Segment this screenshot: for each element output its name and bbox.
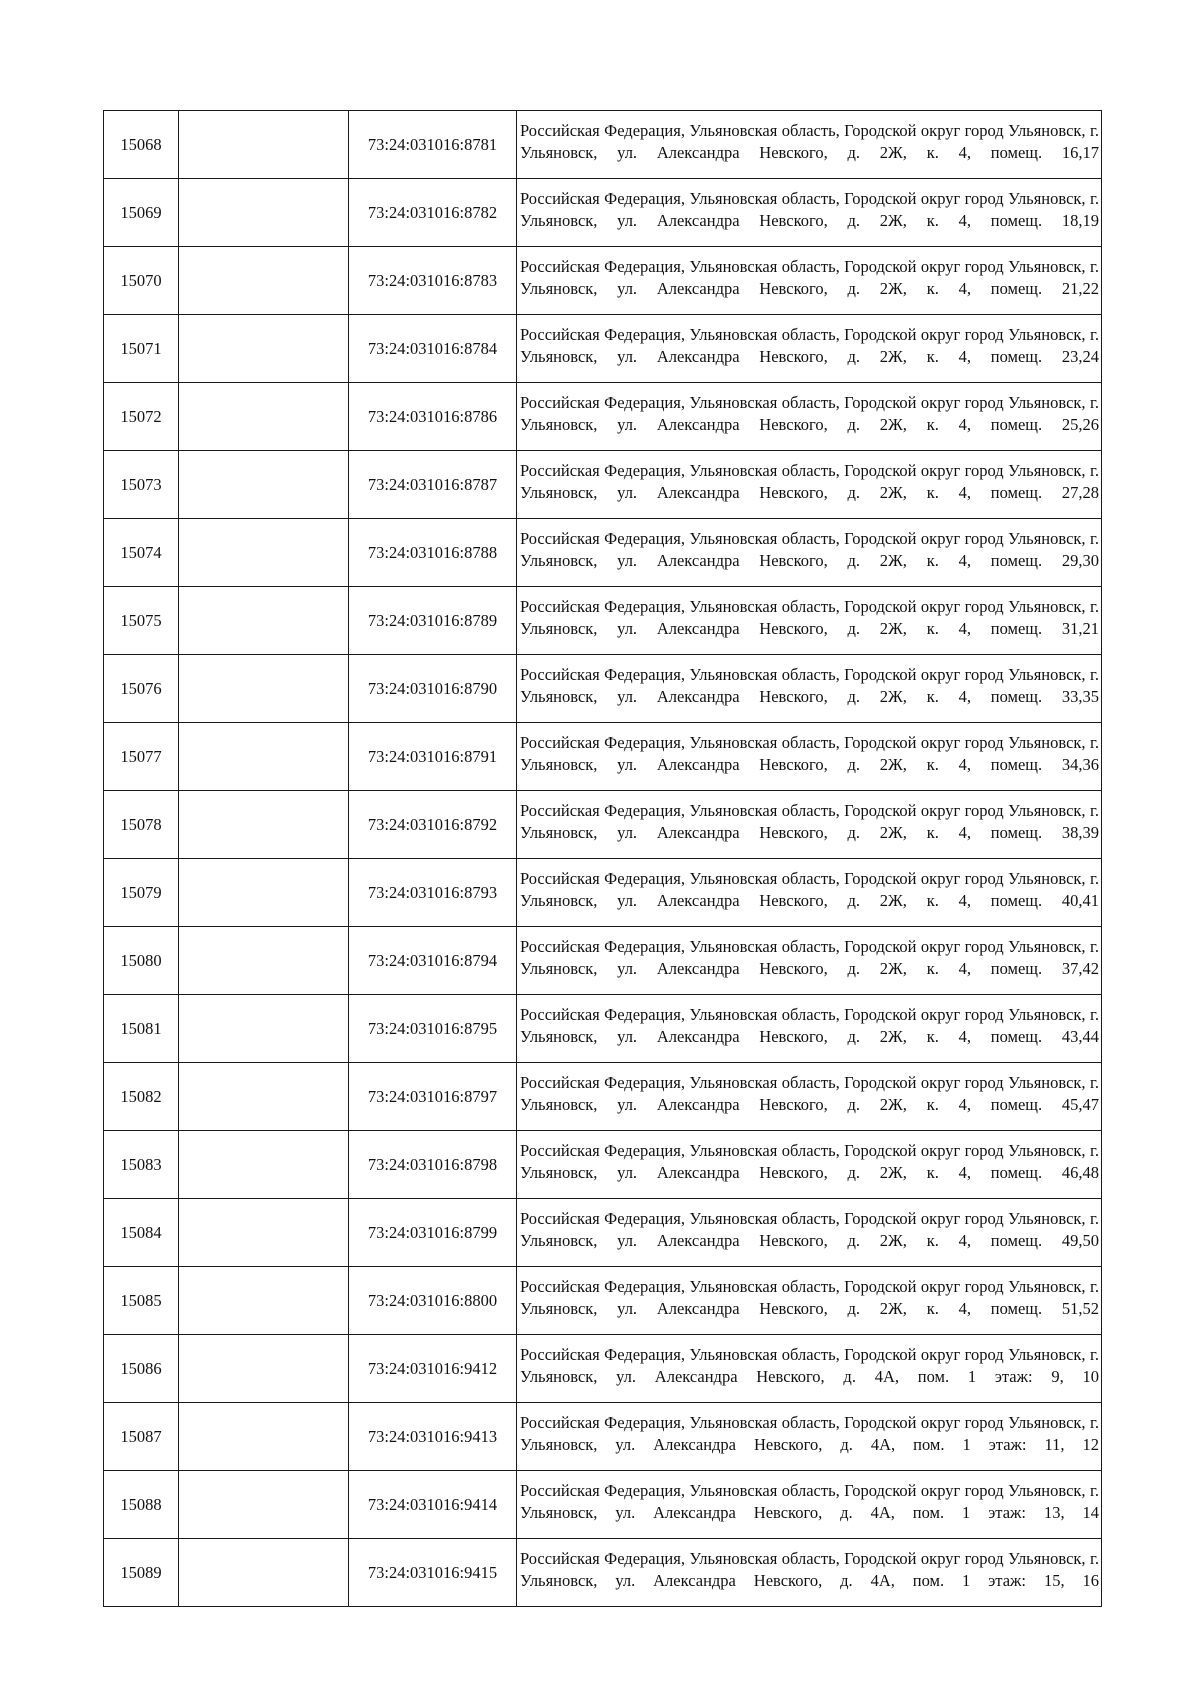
row-owner-cell <box>179 1539 349 1607</box>
row-number-cell: 15069 <box>104 179 179 247</box>
address-cell <box>517 1199 1102 1267</box>
row-number-cell: 15079 <box>104 859 179 927</box>
table-row <box>104 1063 1102 1131</box>
row-number-cell: 15088 <box>104 1471 179 1539</box>
address-cell <box>517 1335 1102 1403</box>
row-number-cell: 15078 <box>104 791 179 859</box>
address-text: Российская Федерация, Ульяновская область, Городской округ город Ульяновск, г. Ульяновск, ул. Александра Невского, д. 4А, пом. 1 этаж: 15, 16 <box>520 1549 1099 1590</box>
cadastral-number-cell: 73:24:031016:8794 <box>349 927 517 995</box>
address-cell <box>517 519 1102 587</box>
row-number-cell: 15087 <box>104 1403 179 1471</box>
row-number-cell: 15089 <box>104 1539 179 1607</box>
cadastral-number-cell: 73:24:031016:8797 <box>349 1063 517 1131</box>
address-text: Российская Федерация, Ульяновская область, Городской округ город Ульяновск, г. Ульяновск, ул. Александра Невского, д. 2Ж, к. 4, помещ. 46,48 <box>520 1141 1099 1182</box>
address-text: Российская Федерация, Ульяновская область, Городской округ город Ульяновск, г. Ульяновск, ул. Александра Невского, д. 4А, пом. 1 этаж: 9, 10 <box>520 1345 1099 1386</box>
row-owner-cell <box>179 111 349 179</box>
row-owner-cell <box>179 315 349 383</box>
address-cell <box>517 247 1102 315</box>
cadastral-number-cell: 73:24:031016:8783 <box>349 247 517 315</box>
table-row <box>104 927 1102 995</box>
address-text: Российская Федерация, Ульяновская область, Городской округ город Ульяновск, г. Ульяновск, ул. Александра Невского, д. 2Ж, к. 4, помещ. 40,41 <box>520 869 1099 910</box>
table-row <box>104 247 1102 315</box>
row-number-cell: 15072 <box>104 383 179 451</box>
address-cell <box>517 927 1102 995</box>
cadastral-number-cell: 73:24:031016:8787 <box>349 451 517 519</box>
row-owner-cell <box>179 995 349 1063</box>
table-row <box>104 1471 1102 1539</box>
row-number-cell: 15083 <box>104 1131 179 1199</box>
row-number-cell: 15080 <box>104 927 179 995</box>
row-owner-cell <box>179 587 349 655</box>
table-row <box>104 1335 1102 1403</box>
row-number-cell: 15076 <box>104 655 179 723</box>
row-owner-cell <box>179 1199 349 1267</box>
address-cell <box>517 383 1102 451</box>
row-number-cell: 15077 <box>104 723 179 791</box>
address-text: Российская Федерация, Ульяновская область, Городской округ город Ульяновск, г. Ульяновск, ул. Александра Невского, д. 2Ж, к. 4, помещ. 16,17 <box>520 121 1099 162</box>
table-row <box>104 315 1102 383</box>
cadastral-number-cell: 73:24:031016:9413 <box>349 1403 517 1471</box>
address-text: Российская Федерация, Ульяновская область, Городской округ город Ульяновск, г. Ульяновск, ул. Александра Невского, д. 2Ж, к. 4, помещ. 45,47 <box>520 1073 1099 1114</box>
cadastral-number-cell: 73:24:031016:8790 <box>349 655 517 723</box>
address-cell <box>517 111 1102 179</box>
table-row <box>104 383 1102 451</box>
address-text: Российская Федерация, Ульяновская область, Городской округ город Ульяновск, г. Ульяновск, ул. Александра Невского, д. 2Ж, к. 4, помещ. 37,42 <box>520 937 1099 978</box>
row-owner-cell <box>179 1063 349 1131</box>
cadastral-number-cell: 73:24:031016:9414 <box>349 1471 517 1539</box>
cadastral-number-cell: 73:24:031016:8792 <box>349 791 517 859</box>
address-text: Российская Федерация, Ульяновская область, Городской округ город Ульяновск, г. Ульяновск, ул. Александра Невского, д. 2Ж, к. 4, помещ. 29,30 <box>520 529 1099 570</box>
address-cell <box>517 1063 1102 1131</box>
cadastral-number-cell: 73:24:031016:8793 <box>349 859 517 927</box>
row-owner-cell <box>179 1267 349 1335</box>
row-owner-cell <box>179 791 349 859</box>
cadastral-number-cell: 73:24:031016:8791 <box>349 723 517 791</box>
cadastral-number-cell: 73:24:031016:9412 <box>349 1335 517 1403</box>
address-text: Российская Федерация, Ульяновская область, Городской округ город Ульяновск, г. Ульяновск, ул. Александра Невского, д. 2Ж, к. 4, помещ. 27,28 <box>520 461 1099 502</box>
address-text: Российская Федерация, Ульяновская область, Городской округ город Ульяновск, г. Ульяновск, ул. Александра Невского, д. 4А, пом. 1 этаж: 11, 12 <box>520 1413 1099 1454</box>
address-cell <box>517 1403 1102 1471</box>
address-text: Российская Федерация, Ульяновская область, Городской округ город Ульяновск, г. Ульяновск, ул. Александра Невского, д. 2Ж, к. 4, помещ. 21,22 <box>520 257 1099 298</box>
row-number-cell: 15081 <box>104 995 179 1063</box>
table-row <box>104 995 1102 1063</box>
address-cell <box>517 723 1102 791</box>
row-number-cell: 15074 <box>104 519 179 587</box>
table-row <box>104 587 1102 655</box>
cadastral-number-cell: 73:24:031016:8784 <box>349 315 517 383</box>
cadastral-number-cell: 73:24:031016:8788 <box>349 519 517 587</box>
table-row <box>104 655 1102 723</box>
address-cell <box>517 315 1102 383</box>
address-cell <box>517 1471 1102 1539</box>
address-cell <box>517 1131 1102 1199</box>
property-registry-table <box>103 110 1102 1607</box>
address-cell <box>517 587 1102 655</box>
address-text: Российская Федерация, Ульяновская область, Городской округ город Ульяновск, г. Ульяновск, ул. Александра Невского, д. 2Ж, к. 4, помещ. 25,26 <box>520 393 1099 434</box>
cadastral-number-cell: 73:24:031016:8786 <box>349 383 517 451</box>
address-text: Российская Федерация, Ульяновская область, Городской округ город Ульяновск, г. Ульяновск, ул. Александра Невского, д. 2Ж, к. 4, помещ. 38,39 <box>520 801 1099 842</box>
registry-table-body <box>104 111 1102 1607</box>
cadastral-number-cell: 73:24:031016:9415 <box>349 1539 517 1607</box>
cadastral-number-cell: 73:24:031016:8800 <box>349 1267 517 1335</box>
table-row <box>104 111 1102 179</box>
address-text: Российская Федерация, Ульяновская область, Городской округ город Ульяновск, г. Ульяновск, ул. Александра Невского, д. 2Ж, к. 4, помещ. 23,24 <box>520 325 1099 366</box>
table-row <box>104 859 1102 927</box>
address-text: Российская Федерация, Ульяновская область, Городской округ город Ульяновск, г. Ульяновск, ул. Александра Невского, д. 2Ж, к. 4, помещ. 33,35 <box>520 665 1099 706</box>
address-text: Российская Федерация, Ульяновская область, Городской округ город Ульяновск, г. Ульяновск, ул. Александра Невского, д. 2Ж, к. 4, помещ. 43,44 <box>520 1005 1099 1046</box>
address-text: Российская Федерация, Ульяновская область, Городской округ город Ульяновск, г. Ульяновск, ул. Александра Невского, д. 2Ж, к. 4, помещ. 31,21 <box>520 597 1099 638</box>
address-cell <box>517 655 1102 723</box>
table-row <box>104 723 1102 791</box>
row-owner-cell <box>179 383 349 451</box>
row-owner-cell <box>179 859 349 927</box>
row-owner-cell <box>179 1471 349 1539</box>
table-row <box>104 1403 1102 1471</box>
cadastral-number-cell: 73:24:031016:8798 <box>349 1131 517 1199</box>
table-row <box>104 1131 1102 1199</box>
address-text: Российская Федерация, Ульяновская область, Городской округ город Ульяновск, г. Ульяновск, ул. Александра Невского, д. 2Ж, к. 4, помещ. 34,36 <box>520 733 1099 774</box>
address-cell <box>517 1267 1102 1335</box>
row-owner-cell <box>179 927 349 995</box>
table-row <box>104 1267 1102 1335</box>
row-number-cell: 15075 <box>104 587 179 655</box>
row-owner-cell <box>179 247 349 315</box>
address-cell <box>517 859 1102 927</box>
row-number-cell: 15073 <box>104 451 179 519</box>
address-cell <box>517 791 1102 859</box>
cadastral-number-cell: 73:24:031016:8795 <box>349 995 517 1063</box>
row-number-cell: 15071 <box>104 315 179 383</box>
address-text: Российская Федерация, Ульяновская область, Городской округ город Ульяновск, г. Ульяновск, ул. Александра Невского, д. 2Ж, к. 4, помещ. 51,52 <box>520 1277 1099 1318</box>
row-owner-cell <box>179 1335 349 1403</box>
row-owner-cell <box>179 723 349 791</box>
address-cell <box>517 995 1102 1063</box>
row-owner-cell <box>179 179 349 247</box>
table-row <box>104 791 1102 859</box>
cadastral-number-cell: 73:24:031016:8781 <box>349 111 517 179</box>
cadastral-number-cell: 73:24:031016:8799 <box>349 1199 517 1267</box>
table-row <box>104 179 1102 247</box>
address-text: Российская Федерация, Ульяновская область, Городской округ город Ульяновск, г. Ульяновск, ул. Александра Невского, д. 2Ж, к. 4, помещ. 49,50 <box>520 1209 1099 1250</box>
cadastral-number-cell: 73:24:031016:8789 <box>349 587 517 655</box>
address-text: Российская Федерация, Ульяновская область, Городской округ город Ульяновск, г. Ульяновск, ул. Александра Невского, д. 2Ж, к. 4, помещ. 18,19 <box>520 189 1099 230</box>
row-number-cell: 15070 <box>104 247 179 315</box>
row-number-cell: 15084 <box>104 1199 179 1267</box>
row-owner-cell <box>179 655 349 723</box>
address-cell <box>517 1539 1102 1607</box>
address-cell <box>517 179 1102 247</box>
row-number-cell: 15085 <box>104 1267 179 1335</box>
row-number-cell: 15068 <box>104 111 179 179</box>
row-number-cell: 15082 <box>104 1063 179 1131</box>
cadastral-number-cell: 73:24:031016:8782 <box>349 179 517 247</box>
table-row <box>104 451 1102 519</box>
table-row <box>104 1199 1102 1267</box>
row-owner-cell <box>179 1131 349 1199</box>
row-owner-cell <box>179 451 349 519</box>
address-text: Российская Федерация, Ульяновская область, Городской округ город Ульяновск, г. Ульяновск, ул. Александра Невского, д. 4А, пом. 1 этаж: 13, 14 <box>520 1481 1099 1522</box>
table-row <box>104 1539 1102 1607</box>
row-number-cell: 15086 <box>104 1335 179 1403</box>
row-owner-cell <box>179 1403 349 1471</box>
row-owner-cell <box>179 519 349 587</box>
address-cell <box>517 451 1102 519</box>
table-row <box>104 519 1102 587</box>
